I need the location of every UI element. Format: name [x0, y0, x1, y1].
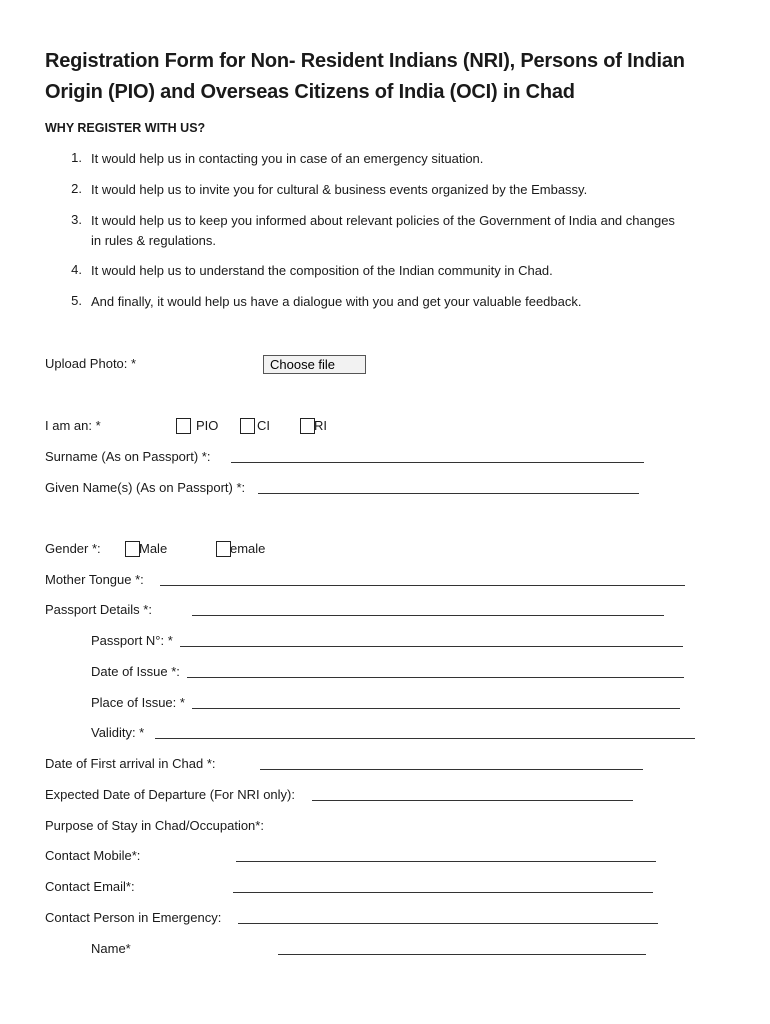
passport-number-field[interactable] — [180, 646, 683, 647]
passport-details-field[interactable] — [192, 615, 664, 616]
departure-label: Expected Date of Departure (For NRI only): — [45, 787, 295, 802]
place-of-issue-label: Place of Issue: * — [91, 695, 185, 710]
first-arrival-label: Date of First arrival in Chad *: — [45, 756, 216, 771]
contact-email-field[interactable] — [233, 892, 653, 893]
reason-number: 3. — [71, 212, 82, 227]
contact-mobile-label: Contact Mobile*: — [45, 848, 141, 863]
form-title-line-1: Registration Form for Non- Resident Indians (NRI), Persons of Indian — [45, 50, 685, 72]
male-checkbox[interactable] — [125, 541, 140, 557]
ri-option-label: RI — [314, 418, 327, 433]
mother-tongue-field[interactable] — [160, 585, 685, 586]
purpose-of-stay-label: Purpose of Stay in Chad/Occupation*: — [45, 818, 264, 833]
reason-text-continued: in rules & regulations. — [91, 233, 217, 248]
given-name-field[interactable] — [258, 493, 639, 494]
mother-tongue-label: Mother Tongue *: — [45, 572, 144, 587]
contact-mobile-field[interactable] — [236, 861, 656, 862]
upload-photo-label: Upload Photo: * — [45, 356, 137, 371]
reason-text: It would help us to keep you informed about relevant policies of the Government of India and changes — [91, 213, 675, 228]
female-checkbox[interactable] — [216, 541, 231, 557]
ci-checkbox[interactable] — [240, 418, 255, 434]
iam-label: I am an: * — [45, 418, 101, 433]
emergency-name-label: Name* — [91, 941, 131, 956]
reason-number: 4. — [71, 262, 82, 277]
emergency-contact-field[interactable] — [238, 923, 658, 924]
date-of-issue-label: Date of Issue *: — [91, 664, 180, 679]
place-of-issue-field[interactable] — [192, 708, 680, 709]
reason-text: It would help us to invite you for cultural & business events organized by the Embassy. — [91, 182, 588, 197]
pio-option-label: PIO — [196, 418, 219, 433]
why-register-heading: WHY REGISTER WITH US? — [45, 121, 206, 135]
contact-email-label: Contact Email*: — [45, 879, 135, 894]
validity-label: Validity: * — [91, 725, 145, 740]
departure-field[interactable] — [312, 800, 633, 801]
gender-label: Gender *: — [45, 541, 101, 556]
emergency-name-field[interactable] — [278, 954, 646, 955]
validity-field[interactable] — [155, 738, 695, 739]
emergency-contact-label: Contact Person in Emergency: — [45, 910, 222, 925]
male-option-label: Male — [139, 541, 168, 556]
choose-file-button[interactable]: Choose file — [263, 355, 366, 374]
given-name-label: Given Name(s) (As on Passport) *: — [45, 480, 246, 495]
first-arrival-field[interactable] — [260, 769, 643, 770]
reason-text: It would help us to understand the composition of the Indian community in Chad. — [91, 263, 553, 278]
female-option-label: emale — [230, 541, 266, 556]
reason-number: 1. — [71, 150, 82, 165]
reason-text: It would help us in contacting you in case of an emergency situation. — [91, 151, 484, 166]
ci-option-label: CI — [257, 418, 270, 433]
surname-field[interactable] — [231, 462, 644, 463]
pio-checkbox[interactable] — [176, 418, 191, 434]
reason-number: 5. — [71, 293, 82, 308]
reason-number: 2. — [71, 181, 82, 196]
ri-checkbox[interactable] — [300, 418, 315, 434]
passport-details-label: Passport Details *: — [45, 602, 152, 617]
reason-text: And finally, it would help us have a dialogue with you and get your valuable feedback. — [91, 294, 582, 309]
surname-label: Surname (As on Passport) *: — [45, 449, 211, 464]
passport-number-label: Passport N°: * — [91, 633, 173, 648]
form-title-line-2: Origin (PIO) and Overseas Citizens of India (OCI) in Chad — [45, 81, 575, 103]
date-of-issue-field[interactable] — [187, 677, 684, 678]
